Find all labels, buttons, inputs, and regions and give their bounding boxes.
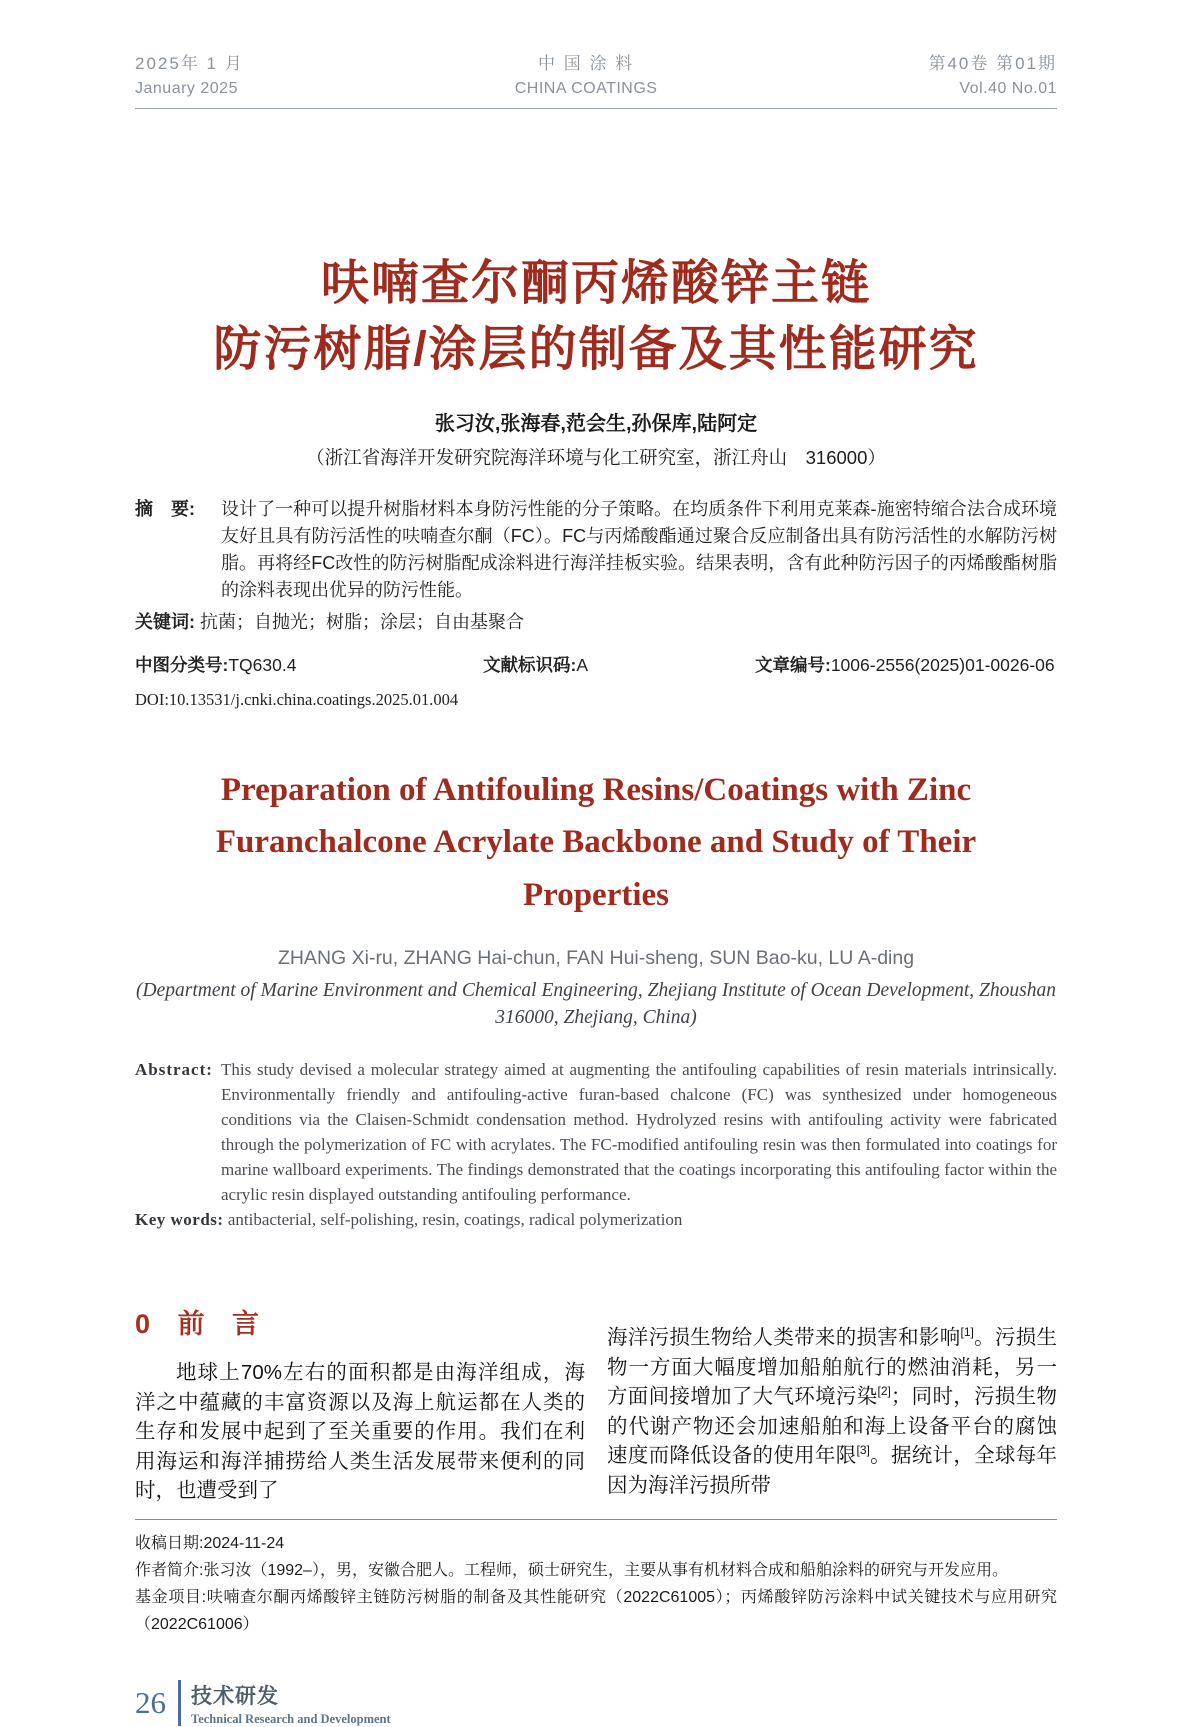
footer-section	[191, 1680, 391, 1727]
document-code-label: 文献标识码:	[483, 655, 577, 676]
document-code	[483, 652, 755, 677]
abstract-en-label: Abstract:	[135, 1060, 213, 1080]
intro-paragraph-left: 地球上70%左右的面积都是由海洋组成，海洋之中蕴藏的丰富资源以及海上航运都在人类的生存和发展中起到了至关重要的作用。我们在利用海运和海洋捕捞给人类生活发展带来便利的同时，也遭受到了	[135, 1361, 585, 1503]
header-issue-date	[135, 52, 244, 100]
header-journal-cn: 中 国 涂 料	[538, 54, 635, 73]
article-title-cn-line2: 防污树脂/涂层的制备及其性能研究	[213, 323, 979, 377]
keywords-en-text: antibacterial, self-polishing, resin, coatings, radical polymerization	[227, 1210, 683, 1230]
footnote-divider	[135, 1519, 1057, 1520]
section-heading-intro: 0 前 言	[135, 1309, 260, 1340]
document-code-value: A	[576, 655, 589, 676]
page-number: 26	[135, 1685, 166, 1721]
header-volume-issue	[928, 52, 1057, 100]
authors-cn: 张习汝,张海春,范会生,孙保库,陆阿定	[434, 413, 758, 436]
page-footer	[135, 1680, 1057, 1727]
article-id	[755, 652, 1057, 677]
clc-value: TQ630.4	[228, 655, 297, 676]
article-title-cn-line1: 呋喃查尔酮丙烯酸锌主链	[320, 256, 871, 310]
article-id-value: 1006-2556(2025)01-0026-06	[830, 655, 1055, 676]
footnote-received-label: 收稿日期:	[135, 1534, 204, 1552]
header-date-cn: 2025年 1 月	[135, 54, 244, 73]
footer-section-cn: 技术研发	[191, 1684, 279, 1708]
header-date-en: January 2025	[135, 79, 238, 97]
article-id-label: 文章编号:	[755, 655, 831, 676]
abstract-cn-label: 摘 要:	[135, 499, 195, 520]
intro-paragraph-right: 海洋污损生物给人类带来的损害和影响[1]。污损生物一方面大幅度增加船舶航行的燃油消耗，另一方面间接增加了大气环境污染[2]；同时，污损生物的代谢产物还会加速船舶和海上设备平台的腐蚀速度而降低设备的使用年限[3]。据统计，全球每年因为海洋污损所带	[607, 1325, 1058, 1497]
affiliation-cn: （浙江省海洋开发研究院海洋环境与化工研究室，浙江舟山 316000）	[306, 447, 886, 469]
abstract-en-text: This study devised a molecular strategy aimed at augmenting the antifouling capabilities of resin materials intrinsically. Environmentally friendly and antifouling-active furan-based chalcone (FC) was synthesized under homogeneous conditions via the Claisen-Schmidt condensation method. Hydrolyzed resins with antifouling activity were fabricated through the polymerization of FC with acrylates. The FC-modified antifouling resin was then formulated into coatings for marine wallboard experiments. The findings demonstrated that the coatings incorporating this antifouling factor within the acrylic resin displayed outstanding antifouling performance.	[221, 1060, 1057, 1205]
affiliation-en: (Department of Marine Environment and Chemical Engineering, Zhejiang Institute of Ocean Development, Zhoushan 316000, Zhejiang, China)	[136, 979, 1056, 1028]
clc-label: 中图分类号:	[135, 655, 229, 676]
footer-divider-bar	[178, 1680, 181, 1726]
footnote-author-text: 张习汝（1992–），男，安徽合肥人。工程师，硕士研究生，主要从事有机材料合成和船舶涂料的研究与开发应用。	[203, 1561, 1008, 1579]
clc-number	[135, 652, 483, 677]
footnote-funding-label: 基金项目:	[135, 1588, 207, 1606]
abstract-cn	[135, 496, 1057, 604]
keywords-en	[135, 1210, 1057, 1230]
footnote-author-label: 作者简介:	[135, 1561, 204, 1579]
keywords-cn-text: 抗菌；自抛光；树脂；涂层；自由基聚合	[200, 612, 525, 633]
doi: DOI:10.13531/j.cnki.china.coatings.2025.01.004	[135, 690, 459, 710]
abstract-en	[135, 1057, 1057, 1207]
article-title-en: Preparation of Antifouling Resins/Coatings with Zinc Furanchalcone Acrylate Backbone and Study of Their Properties	[215, 772, 977, 913]
body-column-right	[607, 1302, 1057, 1506]
footnote-received-text: 2024-11-24	[203, 1534, 285, 1552]
authors-en: ZHANG Xi-ru, ZHANG Hai-chun, FAN Hui-sheng, SUN Bao-ku, LU A-ding	[277, 946, 915, 969]
keywords-cn-label: 关键词:	[135, 612, 195, 633]
abstract-cn-text: 设计了一种可以提升树脂材料本身防污性能的分子策略。在均质条件下利用克莱森-施密特缩合法合成环境友好且具有防污活性的呋喃查尔酮（FC）。FC与丙烯酸酯通过聚合反应制备出具有防污活性的水解防污树脂。再将经FC改性的防污树脂配成涂料进行海洋挂板实验。结果表明，含有此种防污因子的丙烯酸酯树脂的涂料表现出优异的防污性能。	[221, 499, 1057, 601]
classification-row	[135, 652, 1057, 677]
header-volume-en: Vol.40 No.01	[959, 79, 1057, 97]
keywords-en-label: Key words:	[135, 1210, 224, 1230]
header-journal-en: CHINA COATINGS	[514, 79, 658, 97]
header-journal-name	[515, 52, 658, 100]
journal-header	[135, 0, 1057, 109]
body-columns	[135, 1302, 1057, 1506]
footer-section-en: Technical Research and Development	[191, 1711, 391, 1726]
footnote-author-bio	[135, 1557, 1057, 1584]
footnote-received-date	[135, 1530, 1057, 1557]
body-column-left	[135, 1302, 585, 1506]
footnotes	[135, 1530, 1057, 1638]
header-volume-cn: 第40卷 第01期	[928, 54, 1057, 73]
keywords-cn	[135, 609, 1057, 636]
footnote-funding-text: 呋喃查尔酮丙烯酸锌主链防污树脂的制备及其性能研究（2022C61005）；丙烯酸锌防污涂料中试关键技术与应用研究（2022C61006）	[135, 1588, 1057, 1633]
footnote-funding	[135, 1584, 1057, 1638]
article-title-cn	[135, 251, 1057, 383]
